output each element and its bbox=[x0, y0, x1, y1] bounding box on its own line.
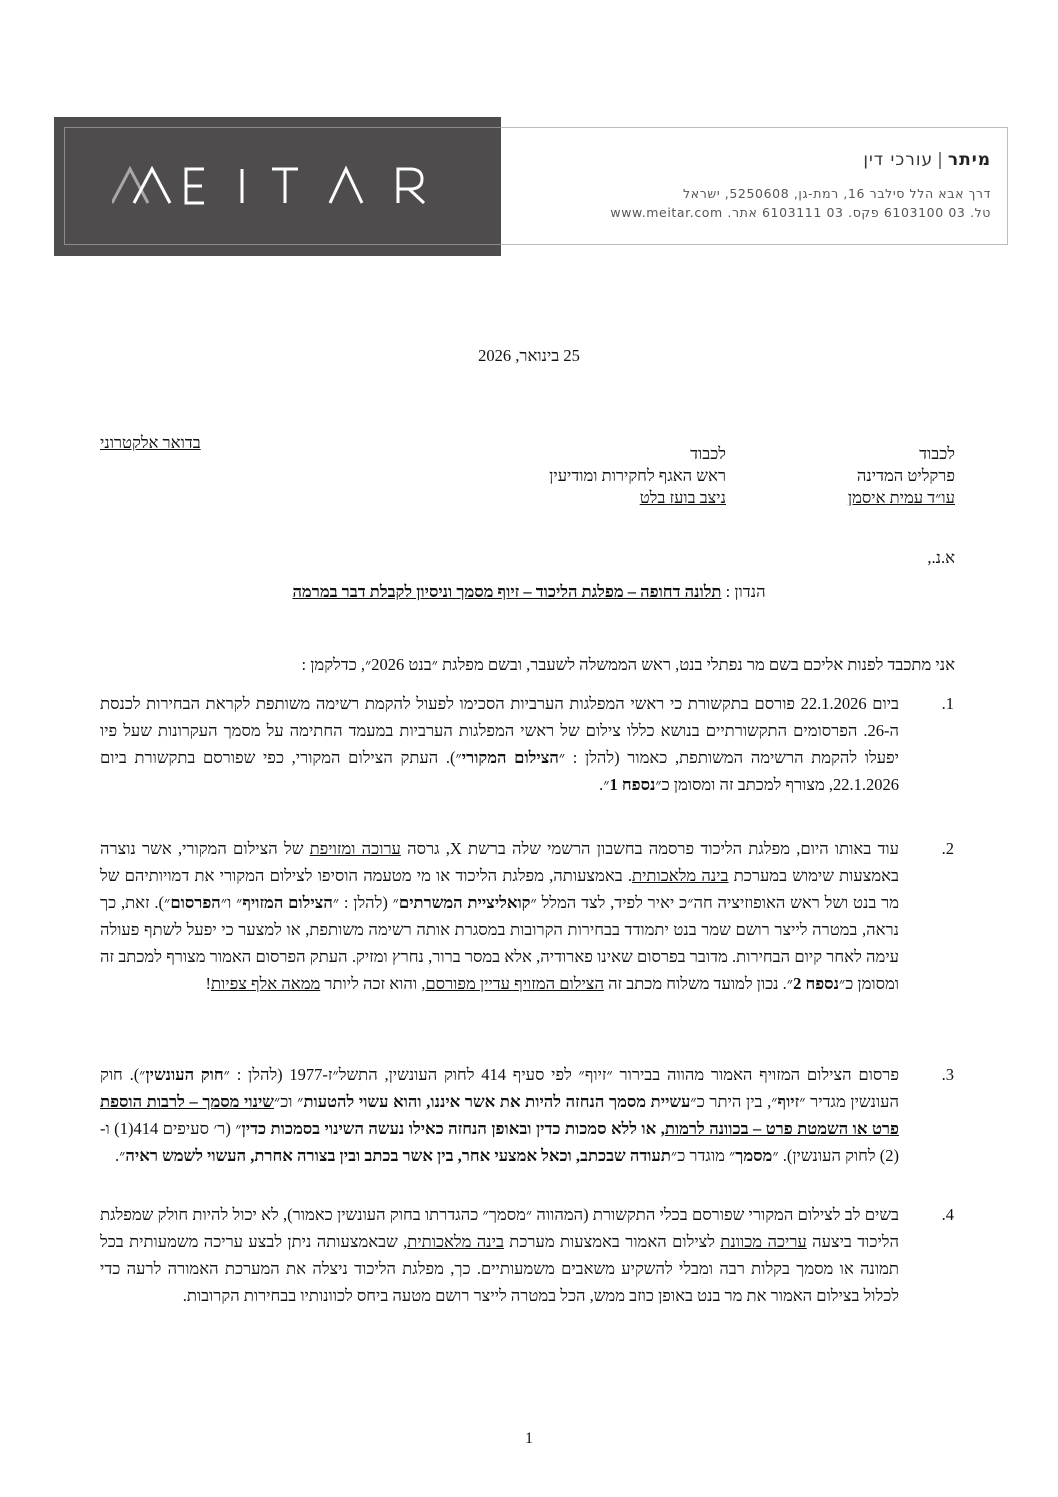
addressee-state-attorney bbox=[848, 443, 955, 509]
text-run: עוד באותו היום, מפלגת הליכוד פרסמה בחשבון הרשמי שלה ברשת X, גרסה bbox=[400, 839, 899, 858]
bold-text: הצילום המקורי bbox=[461, 748, 559, 767]
paragraph-number: 2. bbox=[941, 839, 954, 858]
underlined-text: ערוכה ומזויפת bbox=[309, 839, 401, 858]
firm-name bbox=[610, 150, 991, 170]
text-run: ״). זאת, כך נראה, במטרה לייצר רושם שמר בנט יתמודד בבחירות הקרובות במסגרת אותה רשימה משותפת, או למצער כי יפעל לשתף פעולה עימה לאחר קיום הבחירות. מדובר בפרסום שאינו פארודיה, אלא במסר ברור, נחרץ ומזיק. העתק הפרסום האמור מצורף למכתב זה ומסומן כ״ bbox=[100, 893, 899, 993]
meitar-logo bbox=[54, 117, 501, 256]
text-run: ״. bbox=[599, 775, 610, 794]
text-run: ביום 22.1.2026 פורסם בתקשורת כי ראשי המפלגות הערביות הסכימו לפעול להקמת רשימה משותפת לקראת הבחירות לכנסת ה-26. הפרסומים התקשורתיים בנושא כללו צילום של ראשי המפלגות הערביות במעמד החתימה על מסמך העקרונות שעל פיו יפעלו להקמת הרשימה המשותפת, כאמור (להלן : ״ bbox=[100, 694, 900, 767]
delivery-note: בדואר אלקטרוני bbox=[100, 433, 201, 452]
firm-info-box bbox=[501, 127, 1008, 245]
firm-name-bold: מיתר bbox=[947, 150, 991, 170]
text-run: ״). חוק העונשין מגדיר ״ bbox=[100, 1065, 899, 1111]
addressee-salutation: לכבוד bbox=[690, 444, 726, 463]
bold-text: נספח 2 bbox=[793, 974, 839, 993]
paragraph-1 bbox=[100, 690, 958, 798]
greeting: א.נ., bbox=[927, 548, 955, 567]
bold-text: הפרסום bbox=[170, 893, 221, 912]
bold-text: נספח 1 bbox=[609, 775, 656, 794]
firm-address: דרך אבא הלל סילבר 16, רמת-גן, 5250608, ישראל bbox=[683, 186, 991, 201]
letterhead bbox=[54, 117, 1007, 256]
underlined-text: ממאה אלף צפיות bbox=[210, 974, 321, 993]
bold-text: מסמך bbox=[735, 1146, 773, 1165]
text-run: , והוא זכה ליותר bbox=[320, 974, 426, 993]
bold-underlined-text: שינוי מסמך – לרבות הוספת פרט או השמטת פרט – בכוונה לרמות bbox=[100, 1092, 899, 1138]
text-run: ! bbox=[205, 974, 211, 993]
paragraph-number: 4. bbox=[941, 1205, 954, 1224]
bold-text: זיוף bbox=[777, 1092, 800, 1111]
page-number: 1 bbox=[525, 1430, 533, 1447]
addressee-name: עו״ד עמית איסמן bbox=[847, 488, 955, 507]
text-run: ״, בין היתר כ״ bbox=[690, 1092, 778, 1111]
bold-text: עשיית מסמך הנחזה להיות את אשר איננו, והוא עשוי להטעות bbox=[303, 1092, 691, 1111]
addressee-title: ראש האגף לחקירות ומודיעין bbox=[549, 466, 726, 485]
paragraph-number: 3. bbox=[941, 1065, 954, 1084]
firm-address-block bbox=[610, 184, 991, 222]
subject-label: הנדון : bbox=[725, 582, 766, 601]
paragraph-number: 1. bbox=[941, 694, 954, 713]
addressee-title: פרקליט המדינה bbox=[856, 466, 955, 485]
text-run: ״. bbox=[115, 1146, 126, 1165]
text-run: ״. נכון למועד משלוח מכתב זה bbox=[603, 974, 794, 993]
bold-text: תעודה שבכתב, וכאל אמצעי אחר, בין אשר בכתב ובין בצורה אחרת, העשוי לשמש ראיה bbox=[125, 1146, 671, 1165]
paragraph-body bbox=[100, 1201, 899, 1309]
paragraph-4 bbox=[100, 1201, 958, 1309]
paragraph-body bbox=[100, 835, 899, 997]
bold-text: קואליציית המשרתים bbox=[398, 893, 531, 912]
addressee-investigations-head bbox=[549, 443, 726, 509]
underlined-text: בינה מלאכותית bbox=[407, 1232, 504, 1251]
letter-date: 25 בינואר, 2026 bbox=[478, 346, 580, 365]
subject-line bbox=[0, 582, 1058, 602]
paragraph-3 bbox=[100, 1061, 958, 1169]
underlined-text: הצילום המזויף עדיין מפורסם bbox=[425, 974, 604, 993]
firm-name-rest: עורכי דין bbox=[863, 150, 934, 170]
text-run: פרסום הצילום המזויף האמור מהווה בבירור ״זיוף״ לפי סעיף 414 לחוק העונשין, התשל״ז-1977 (להלן : ״ bbox=[223, 1065, 899, 1084]
addressee-name: ניצב בועז בלט bbox=[639, 488, 726, 507]
firm-info bbox=[610, 150, 991, 222]
text-run: . באמצעותה, מפלגת הליכוד או מי מטעמה הוסיפו לצילום המקורי את דמויותיהם של מר בנט ושל ראש האופוזיציה חה״כ יאיר לפיד, לצד המלל ״ bbox=[100, 866, 900, 912]
paragraph-body bbox=[100, 1061, 899, 1169]
text-run: ״ וכ״ bbox=[273, 1092, 304, 1111]
text-run: ״). העתק הצילום המקורי, כפי שפורסם בתקשורת ביום 22.1.2026, מצורף למכתב זה ומסומן כ״ bbox=[100, 748, 899, 794]
paragraph-body bbox=[100, 690, 899, 798]
firm-name-separator: | bbox=[937, 150, 944, 170]
text-run: ״ (להלן : ״ bbox=[332, 893, 399, 912]
text-run: ״ (ר׳ סעיפים 414(1) ו-(2) לחוק העונשין). ״ bbox=[100, 1119, 899, 1165]
text-run: , שבאמצעותה ניתן לבצע עריכה משמעותית בכל תמונה או מסמך בקלות רבה ומבלי להשקיע משאבים משמעותיים. כך, מפלגת הליכוד ניצלה את המערכת האמורה לרעה כדי לכלול בצילום האמור את מר בנט באופן כוזב ממש, הכל במטרה לייצר רושם מטעה ביחס לכוונותיו בבחירות הקרובות. bbox=[100, 1232, 899, 1305]
subject-title: תלונה דחופה – מפלגת הליכוד – זיוף מסמך וניסיון לקבלת דבר במרמה bbox=[292, 582, 722, 601]
paragraph-2 bbox=[100, 835, 958, 997]
underlined-text: בינה מלאכותית bbox=[632, 866, 729, 885]
bold-text: , או ללא סמכות כדין ובאופן הנחזה כאילו נעשה השינוי בסמכות כדין bbox=[241, 1119, 665, 1138]
logo-wordmark bbox=[112, 165, 452, 205]
firm-contact: טל. 03 6103100 פקס. 03 6103111 אתר. www.meitar.com bbox=[610, 205, 991, 220]
text-run: בשים לב לצילום המקורי שפורסם בכלי התקשורת (המהווה ״מסמך״ כהגדרתו בחוק העונשין כאמור), לא יכול להיות חולק שמפלגת הליכוד ביצעה bbox=[100, 1205, 900, 1251]
bold-text: חוק העונשין bbox=[145, 1065, 224, 1084]
text-run: ״ מוגדר כ״ bbox=[670, 1146, 736, 1165]
text-run: של הצילום המקורי, אשר נוצרה באמצעות שימוש במערכת bbox=[100, 839, 900, 885]
text-run: לצילום האמור באמצעות מערכת bbox=[503, 1232, 721, 1251]
text-run: ״ ו״ bbox=[220, 893, 243, 912]
underlined-text: עריכה מכוונת bbox=[720, 1232, 807, 1251]
bold-text: הצילום המזויף bbox=[242, 893, 333, 912]
meitar-wordmark-icon bbox=[112, 165, 452, 205]
addressee-salutation: לכבוד bbox=[919, 444, 955, 463]
intro-paragraph: אני מתכבד לפנות אליכם בשם מר נפתלי בנט, ראש הממשלה לשעבר, ובשם מפלגת ״בנט 2026״, כדלקמן : bbox=[301, 655, 955, 674]
